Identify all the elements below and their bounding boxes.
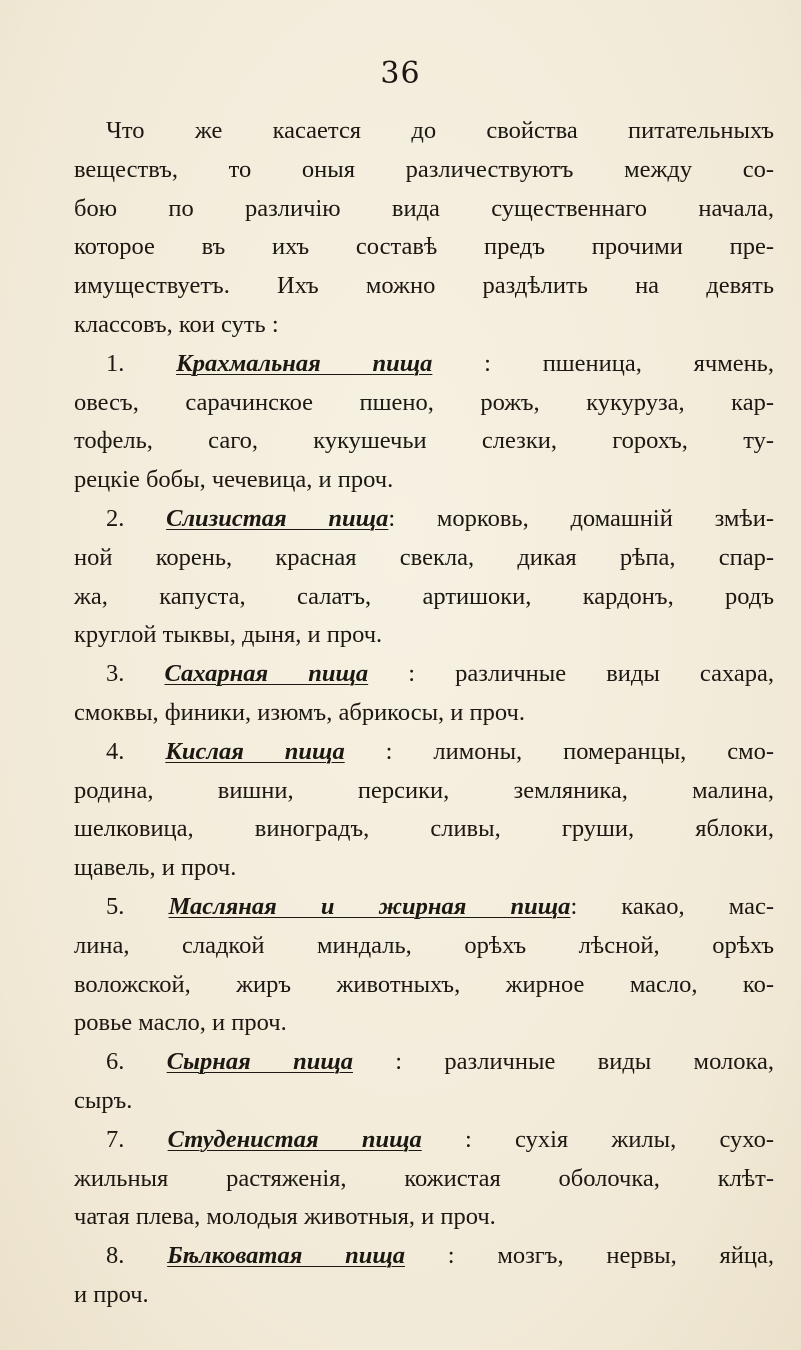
text-line: ровье масло, и проч. bbox=[74, 1009, 287, 1037]
class-name: Сахарная пища bbox=[164, 660, 369, 688]
text-line bbox=[74, 655, 774, 694]
class-number: 2. bbox=[106, 504, 125, 532]
class-separator: : bbox=[344, 737, 393, 765]
food-class-item bbox=[74, 345, 774, 500]
class-separator: : bbox=[404, 1242, 455, 1270]
text-line bbox=[74, 500, 774, 539]
class-name: Сырная пища bbox=[166, 1048, 353, 1076]
text-line bbox=[74, 1121, 774, 1160]
text-line: и проч. bbox=[74, 1280, 149, 1308]
class-number: 1. bbox=[106, 349, 125, 377]
text-line: лина, сладкой миндаль, орѣхъ лѣсной, орѣхъ bbox=[74, 931, 774, 959]
text-line: жа, капуста, салатъ, артишоки, кардонъ, родъ bbox=[74, 582, 774, 610]
class-separator: : bbox=[368, 660, 416, 688]
class-first-line: пшеница, ячмень, bbox=[490, 349, 774, 377]
text-line bbox=[74, 1043, 774, 1082]
text-line: смоквы, финики, изюмъ, абрикосы, и проч. bbox=[74, 698, 525, 726]
class-name: Студенистая пища bbox=[167, 1125, 422, 1153]
text-line bbox=[74, 888, 774, 927]
food-class-item bbox=[74, 1237, 774, 1315]
class-number: 8. bbox=[106, 1242, 125, 1270]
text-line: которое въ ихъ составѣ предъ прочими пре- bbox=[74, 233, 774, 261]
class-name: Масляная и жирная пища bbox=[168, 892, 571, 920]
page-text bbox=[74, 112, 774, 1315]
class-number: 6. bbox=[106, 1048, 125, 1076]
class-first-line: лимоны, померанцы, смо- bbox=[392, 737, 775, 765]
class-first-line: различные виды молока, bbox=[402, 1048, 774, 1076]
class-separator: : bbox=[352, 1048, 403, 1076]
class-separator: : bbox=[570, 892, 578, 920]
text-line: овесъ, сарачинское пшено, рожъ, кукуруза, кар- bbox=[74, 388, 774, 416]
text-line: классовъ, кои суть : bbox=[74, 310, 279, 338]
text-line: Что же касается до свойства питательныхъ bbox=[106, 117, 774, 144]
class-number: 5. bbox=[106, 892, 125, 920]
food-class-item bbox=[74, 888, 774, 1043]
intro-paragraph bbox=[74, 112, 774, 345]
class-name: Бѣлковатая пища bbox=[167, 1242, 405, 1270]
class-number: 4. bbox=[106, 737, 125, 765]
class-first-line: различные виды сахара, bbox=[415, 660, 774, 688]
food-class-item bbox=[74, 500, 774, 655]
page-number: 36 bbox=[380, 56, 421, 91]
text-line: имуществуетъ. Ихъ можно раздѣлить на девять bbox=[74, 272, 774, 300]
text-line bbox=[74, 345, 774, 384]
class-name: Крахмальная пища bbox=[176, 349, 433, 377]
class-name: Слизистая пища bbox=[166, 504, 389, 532]
text-line: родина, вишни, персики, земляника, малина, bbox=[74, 776, 774, 804]
text-line: сыръ. bbox=[74, 1086, 133, 1114]
text-line bbox=[74, 1237, 774, 1276]
text-line: чатая плева, молодыя животныя, и проч. bbox=[74, 1203, 496, 1231]
food-class-item bbox=[74, 655, 774, 733]
food-class-item bbox=[74, 1121, 774, 1237]
class-number: 7. bbox=[106, 1125, 125, 1153]
class-first-line: морковь, домашнiй змѣи- bbox=[395, 504, 774, 532]
food-class-item bbox=[74, 733, 774, 888]
text-line: веществъ, то оныя различествуютъ между со- bbox=[74, 155, 774, 183]
text-line bbox=[74, 733, 774, 772]
text-line: жильныя растяженiя, кожистая оболочка, клѣт- bbox=[74, 1164, 774, 1192]
class-first-line: какао, мас- bbox=[577, 892, 774, 920]
class-first-line: сухiя жилы, сухо- bbox=[471, 1125, 774, 1153]
class-first-line: мозгъ, нервы, яйца, bbox=[454, 1242, 774, 1270]
text-line: щавель, и проч. bbox=[74, 854, 237, 882]
text-line: тофель, саго, кукушечьи слезки, горохъ, ту- bbox=[74, 427, 774, 455]
text-line: шелковица, виноградъ, сливы, груши, яблоки, bbox=[74, 815, 774, 843]
text-line: рецкiе бобы, чечевица, и проч. bbox=[74, 466, 394, 494]
text-line: воложской, жиръ животныхъ, жирное масло, ко- bbox=[74, 970, 774, 998]
class-separator: : bbox=[421, 1125, 472, 1153]
food-class-item bbox=[74, 1043, 774, 1121]
text-line: бою по различiю вида существеннаго начала, bbox=[74, 194, 774, 222]
text-line: ной корень, красная свекла, дикая рѣпа, спар- bbox=[74, 543, 774, 571]
text-line: круглой тыквы, дыня, и проч. bbox=[74, 621, 383, 649]
class-separator: : bbox=[388, 504, 396, 532]
class-name: Кислая пища bbox=[165, 737, 345, 765]
class-number: 3. bbox=[106, 660, 125, 688]
class-separator: : bbox=[432, 349, 491, 377]
